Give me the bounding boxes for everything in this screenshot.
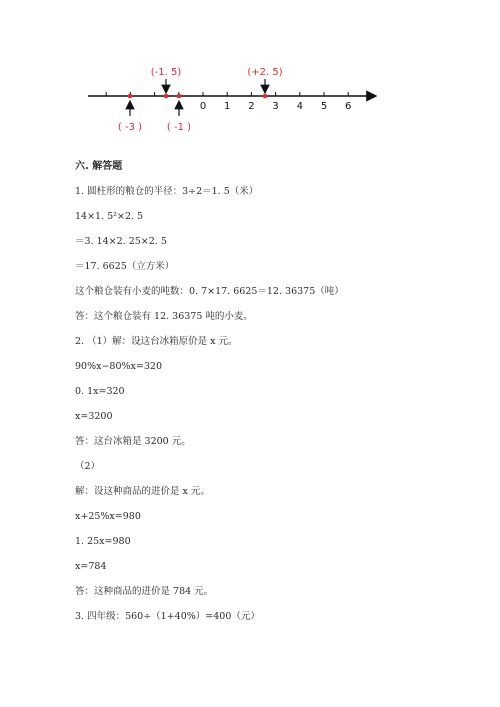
tick-label: 0 xyxy=(199,101,207,112)
number-line-figure xyxy=(0,0,500,150)
solution-line: 0. 1x=320 xyxy=(75,386,125,397)
point-plus-2.5 xyxy=(263,94,268,99)
solution-line: 2. （1）解：设这台冰箱原价是 x 元。 xyxy=(75,336,238,347)
point-minus-1 xyxy=(177,94,182,99)
tick-label: 5 xyxy=(320,101,328,112)
solution-line: x+25%x=980 xyxy=(75,511,141,522)
tick-label: 3 xyxy=(272,101,279,112)
solution-line: 答：这个粮仓装有 12. 36375 吨的小麦。 xyxy=(75,311,253,322)
solution-line: 14×1. 5²×2. 5 xyxy=(75,211,144,222)
label-minus-1: ( -1 ) xyxy=(166,122,192,133)
tick-label: 6 xyxy=(345,101,352,112)
solution-line: 3. 四年级：560÷（1+40%）=400（元） xyxy=(75,611,260,622)
tick-label: 4 xyxy=(296,101,303,112)
section-title: 六. 解答题 xyxy=(75,161,123,172)
solution-line: x=3200 xyxy=(75,411,113,422)
solution-line: （2） xyxy=(75,461,101,472)
number-line-ticks xyxy=(106,92,351,112)
solution-line: 1. 圆柱形的粮仓的半径：3÷2＝1. 5（米） xyxy=(75,186,259,197)
label-minus-1.5: (-1. 5) xyxy=(150,67,182,78)
solution-line: 90%x−80%x=320 xyxy=(75,361,162,372)
solution-line: ＝17. 6625（立方米） xyxy=(75,261,175,272)
point-minus-1.5 xyxy=(164,94,169,99)
solution-line: ＝3. 14×2. 25×2. 5 xyxy=(75,236,167,247)
tick-label: 2 xyxy=(248,101,255,112)
label-plus-2.5: (+2. 5) xyxy=(247,67,283,78)
solution-line: 1. 25x=980 xyxy=(75,536,131,547)
tick-label: 1 xyxy=(224,101,231,112)
solution-line: 答：这台冰箱是 3200 元。 xyxy=(75,436,191,447)
solution-line: 这个粮仓装有小麦的吨数：0. 7×17. 6625＝12. 36375（吨） xyxy=(75,286,344,297)
point-minus-3 xyxy=(128,94,133,99)
solution-line: x=784 xyxy=(75,561,107,572)
solution-line: 解：设这种商品的进价是 x 元。 xyxy=(75,486,210,497)
solution-line: 答：这种商品的进价是 784 元。 xyxy=(75,586,214,597)
label-minus-3: ( -3 ) xyxy=(117,122,143,133)
